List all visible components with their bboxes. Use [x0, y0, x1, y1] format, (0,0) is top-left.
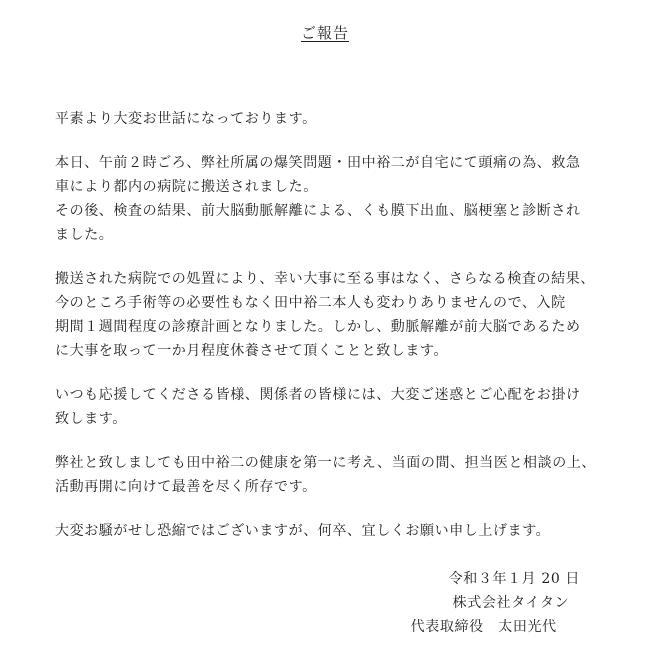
paragraph-line: 本日、午前２時ごろ、弊社所属の爆笑問題・田中裕二が自宅にて頭痛の為、救急: [55, 155, 581, 171]
signature-company: 株式会社タイタン: [452, 595, 570, 611]
paragraph-line: 平素より大変お世話になっております。: [55, 111, 317, 127]
paragraph-closing: [55, 519, 600, 543]
paragraph-line: その後、検査の結果、前大脳動脈解離による、くも膜下出血、脳梗塞と診断され: [55, 203, 581, 219]
paragraph-treatment: [55, 267, 600, 363]
paragraph-incident: [55, 151, 600, 247]
paragraph-line: 搬送された病院での処置により、幸い大事に至る事はなく、さらなる検査の結果、: [55, 271, 595, 287]
paragraph-greeting: [55, 107, 600, 131]
paragraph-line: 活動再開に向けて最善を尽く所存です。: [55, 479, 317, 495]
paragraph-line: 今のところ手術等の必要性もなく田中裕二本人も変わりありませんので、入院: [55, 295, 566, 311]
paragraph-line: いつも応援してくださる皆様、関係者の皆様には、大変ご迷惑とご心配をお掛け: [55, 387, 581, 403]
paragraph-line: 弊社と致しましても田中裕二の健康を第一に考え、当面の間、担当医と相談の上、: [55, 455, 597, 471]
paragraph-company-statement: [55, 451, 600, 499]
signature-block: [410, 567, 580, 639]
paragraph-line: 致します。: [55, 411, 127, 427]
paragraph-line: 期間１週間程度の診療計画となりました。しかし、動脈解離が前大脳であるため: [55, 319, 581, 335]
paragraph-line: 大変お騒がせし恐縮ではございますが、何卒、宜しくお願い申し上げます。: [55, 523, 551, 539]
document-title: [0, 22, 650, 43]
paragraph-line: ました。: [55, 227, 114, 243]
signature-representative: 代表取締役 太田光代: [410, 619, 557, 635]
paragraph-line: に大事を取って一か月程度休養させて頂くことと致します。: [55, 343, 449, 359]
paragraph-apology: [55, 383, 600, 431]
signature-date: 令和３年１月 20 日: [448, 571, 580, 587]
document-body: [55, 107, 600, 563]
document-title-text: ご報告: [300, 24, 349, 42]
paragraph-line: 車により都内の病院に搬送されました。: [55, 179, 318, 195]
